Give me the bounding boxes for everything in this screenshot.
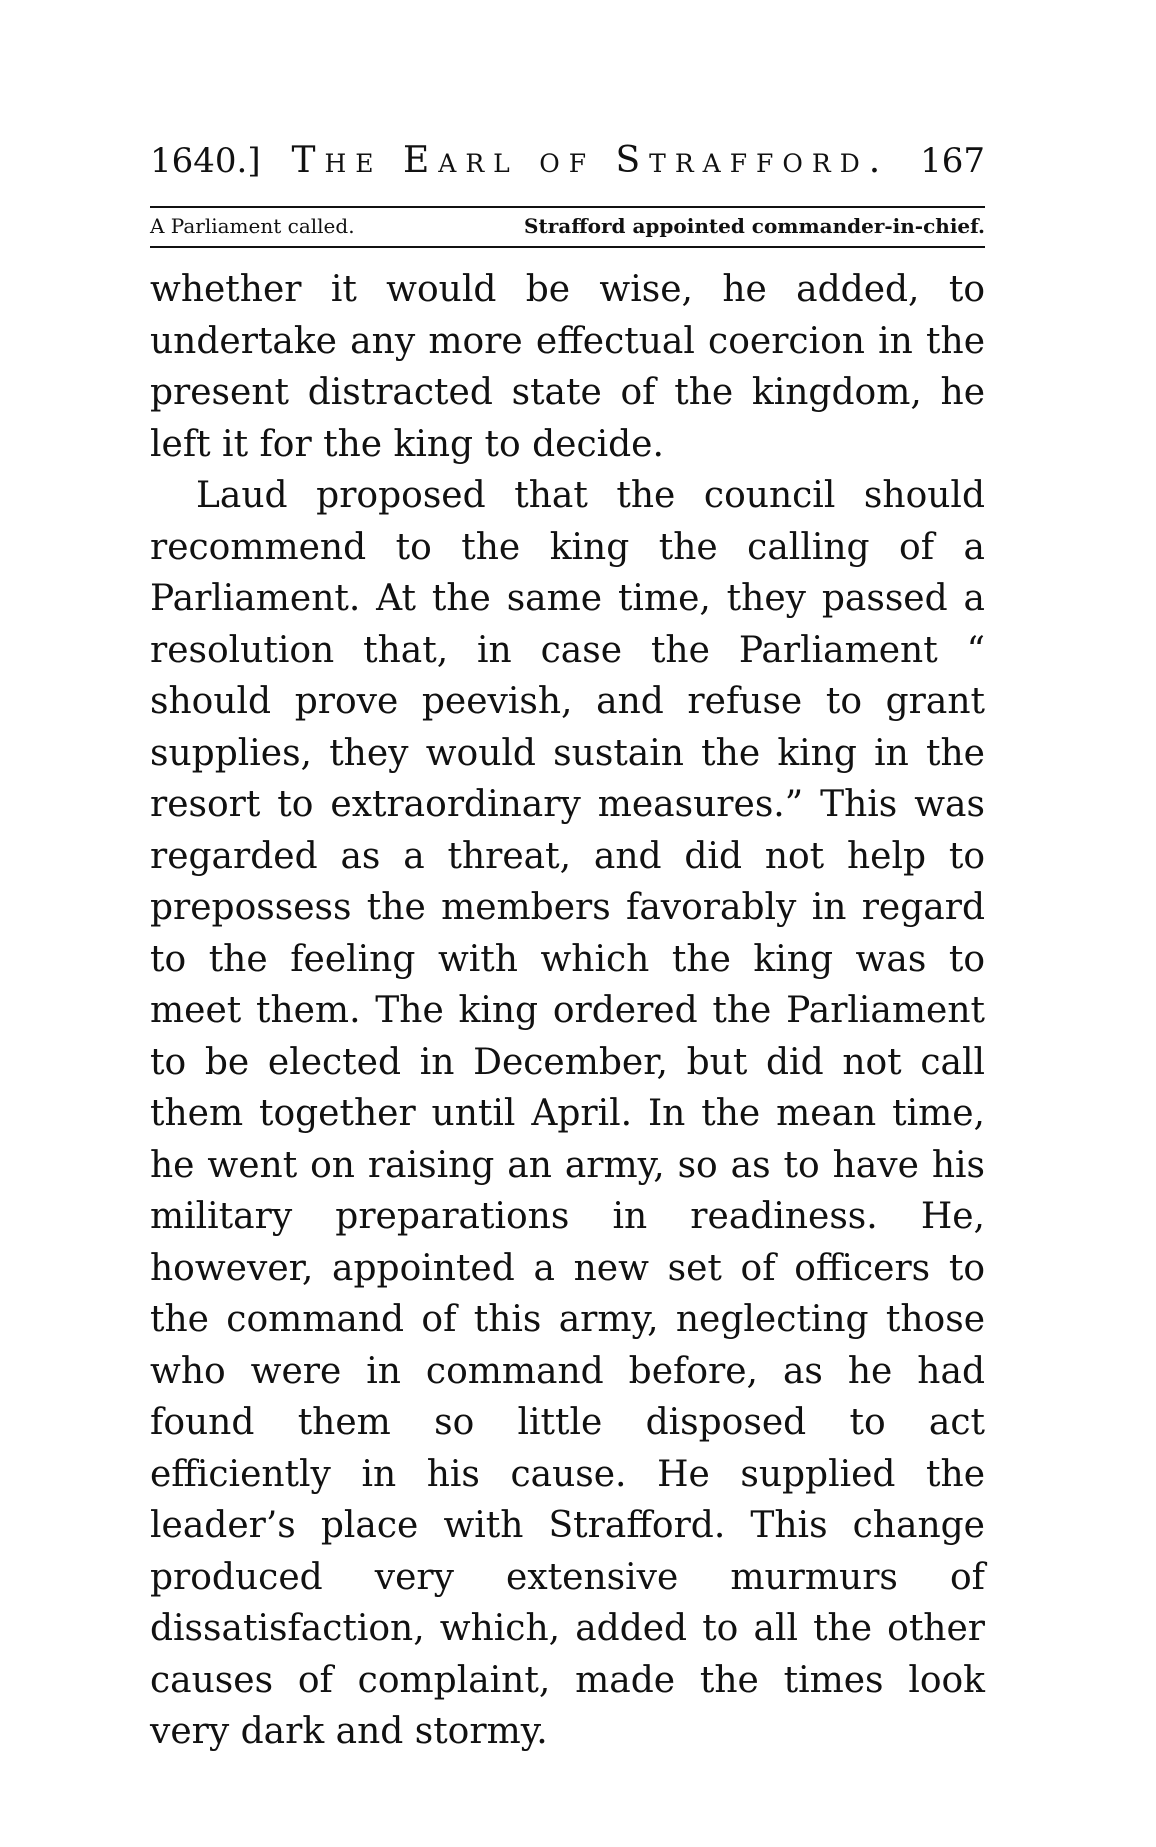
book-page: [150, 140, 985, 1758]
side-notes-rule: [150, 246, 985, 248]
side-note-left: A Parliament called.: [150, 214, 355, 238]
page-number: 167: [920, 141, 985, 181]
paragraph: Laud proposed that the council should recommend to the king the calling of a Parliament. At the same time, they passed a resolution that, in case the Parliament “ should prove peevish, and refuse to grant supplies, they would sustain the king in the resort to extraordinary measures.” This was regarded as a threat, and did not help to prepossess the members favorably in regard to the feeling with which the king was to meet them. The king ordered the Parliament to be elected in December, but did not call them together until April. In the mean time, he went on raising an army, so as to have his military preparations in readiness. He, however, appointed a new set of officers to the command of this army, neglecting those who were in command before, as he had found them so little disposed to act efficiently in his cause. He supplied the leader’s place with Strafford. This change produced very extensive murmurs of dissatisfaction, which, added to all the other causes of complaint, made the times look very dark and stormy.: [150, 475, 985, 1752]
header-year: 1640.]: [150, 141, 261, 181]
running-title: The Earl of Strafford.: [291, 140, 890, 181]
paragraph-continued: whether it would be wise, he added, to undertake any more effectual coercion in the present distracted state of the kingdom, he left it for the king to decide.: [150, 269, 985, 465]
side-notes: [150, 208, 985, 246]
side-note-right: Strafford appointed commander-in-chief.: [524, 214, 985, 238]
running-header: [150, 140, 985, 202]
body-text: [150, 264, 985, 1758]
